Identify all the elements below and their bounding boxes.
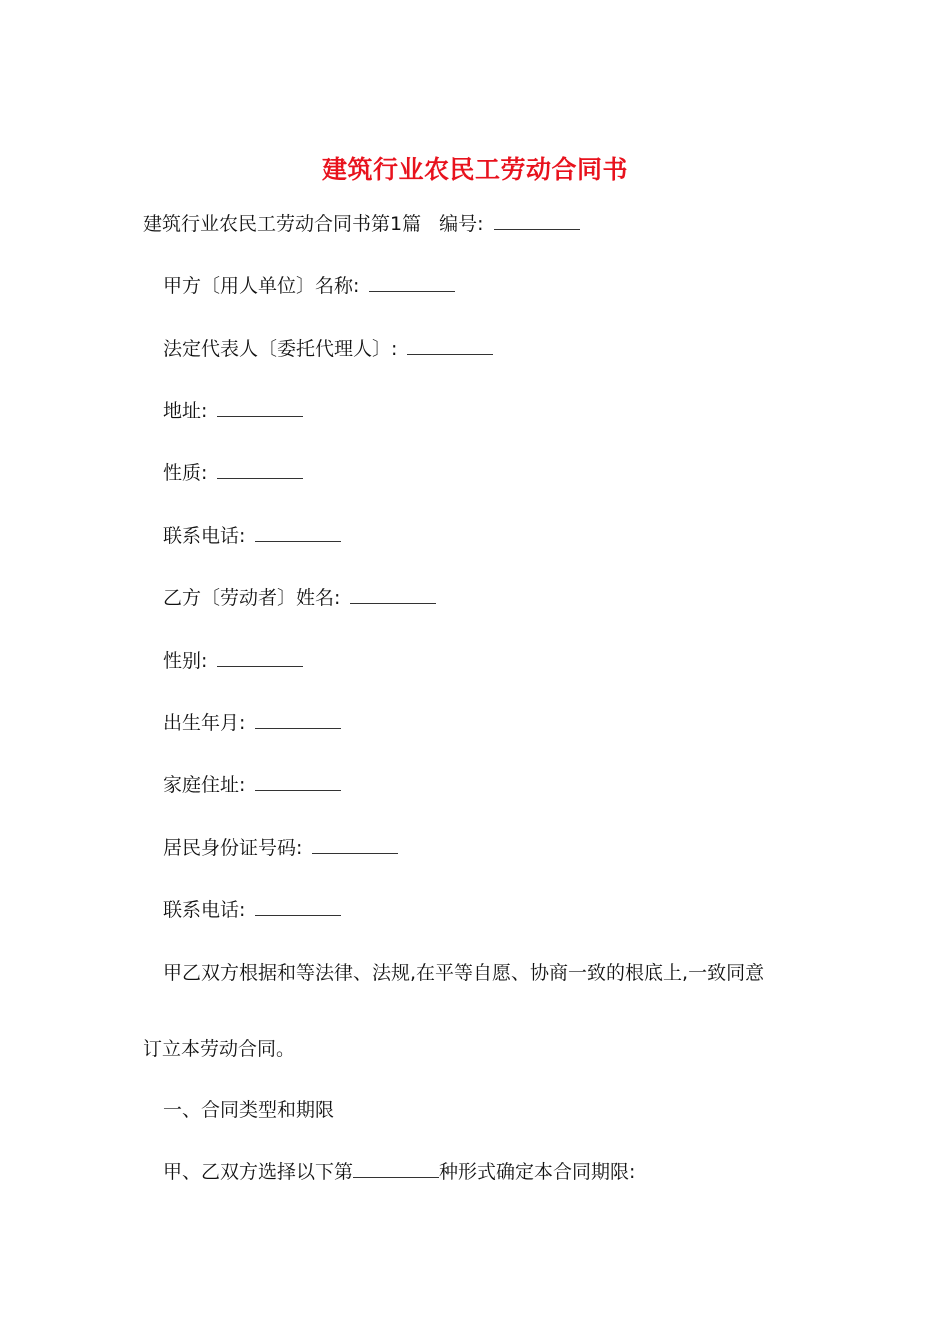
field-blank[interactable]: [217, 650, 303, 667]
field-label: 性别:: [163, 650, 208, 672]
field-line: [163, 398, 303, 424]
choice-before: 甲、乙双方选择以下第: [163, 1161, 354, 1183]
choice-line: [163, 1159, 635, 1185]
field-line: [163, 523, 341, 549]
field-line: [163, 710, 341, 736]
field-line: [163, 897, 341, 923]
field-blank[interactable]: [350, 587, 436, 604]
field-label: 联系电话:: [163, 525, 246, 547]
field-line: [163, 835, 398, 861]
field-line: [163, 585, 436, 611]
field-blank[interactable]: [369, 275, 455, 292]
field-line: [163, 772, 341, 798]
paragraph-line: 订立本劳动合同。: [143, 1038, 296, 1060]
document-title: 建筑行业农民工劳动合同书: [321, 155, 628, 184]
header-line: [143, 211, 580, 237]
field-label: 甲方〔用人单位〕名称:: [163, 275, 360, 297]
field-label: 法定代表人〔委托代理人〕:: [163, 338, 398, 360]
choice-blank[interactable]: [353, 1161, 439, 1178]
field-label: 地址:: [163, 400, 208, 422]
field-line: [163, 460, 303, 486]
field-label: 乙方〔劳动者〕姓名:: [163, 587, 341, 609]
field-line: [163, 273, 455, 299]
field-blank[interactable]: [255, 712, 341, 729]
paragraph-line: 甲乙双方根据和等法律、法规,在平等自愿、协商一致的根底上,一致同意: [163, 962, 765, 984]
field-label: 联系电话:: [163, 899, 246, 921]
field-blank[interactable]: [217, 400, 303, 417]
field-label: 居民身份证号码:: [163, 837, 303, 859]
field-blank[interactable]: [217, 462, 303, 479]
number-blank[interactable]: [494, 213, 580, 230]
field-label: 家庭住址:: [163, 774, 246, 796]
field-blank[interactable]: [255, 899, 341, 916]
field-line: [163, 336, 493, 362]
field-blank[interactable]: [407, 338, 493, 355]
field-line: [163, 648, 303, 674]
number-label: 编号:: [439, 213, 484, 235]
field-blank[interactable]: [255, 525, 341, 542]
section-heading: 一、合同类型和期限: [163, 1099, 335, 1121]
field-label: 性质:: [163, 462, 208, 484]
part-label: 建筑行业农民工劳动合同书第1篇: [143, 213, 422, 235]
choice-after: 种形式确定本合同期限:: [439, 1161, 636, 1183]
field-blank[interactable]: [312, 837, 398, 854]
field-label: 出生年月:: [163, 712, 246, 734]
field-blank[interactable]: [255, 774, 341, 791]
